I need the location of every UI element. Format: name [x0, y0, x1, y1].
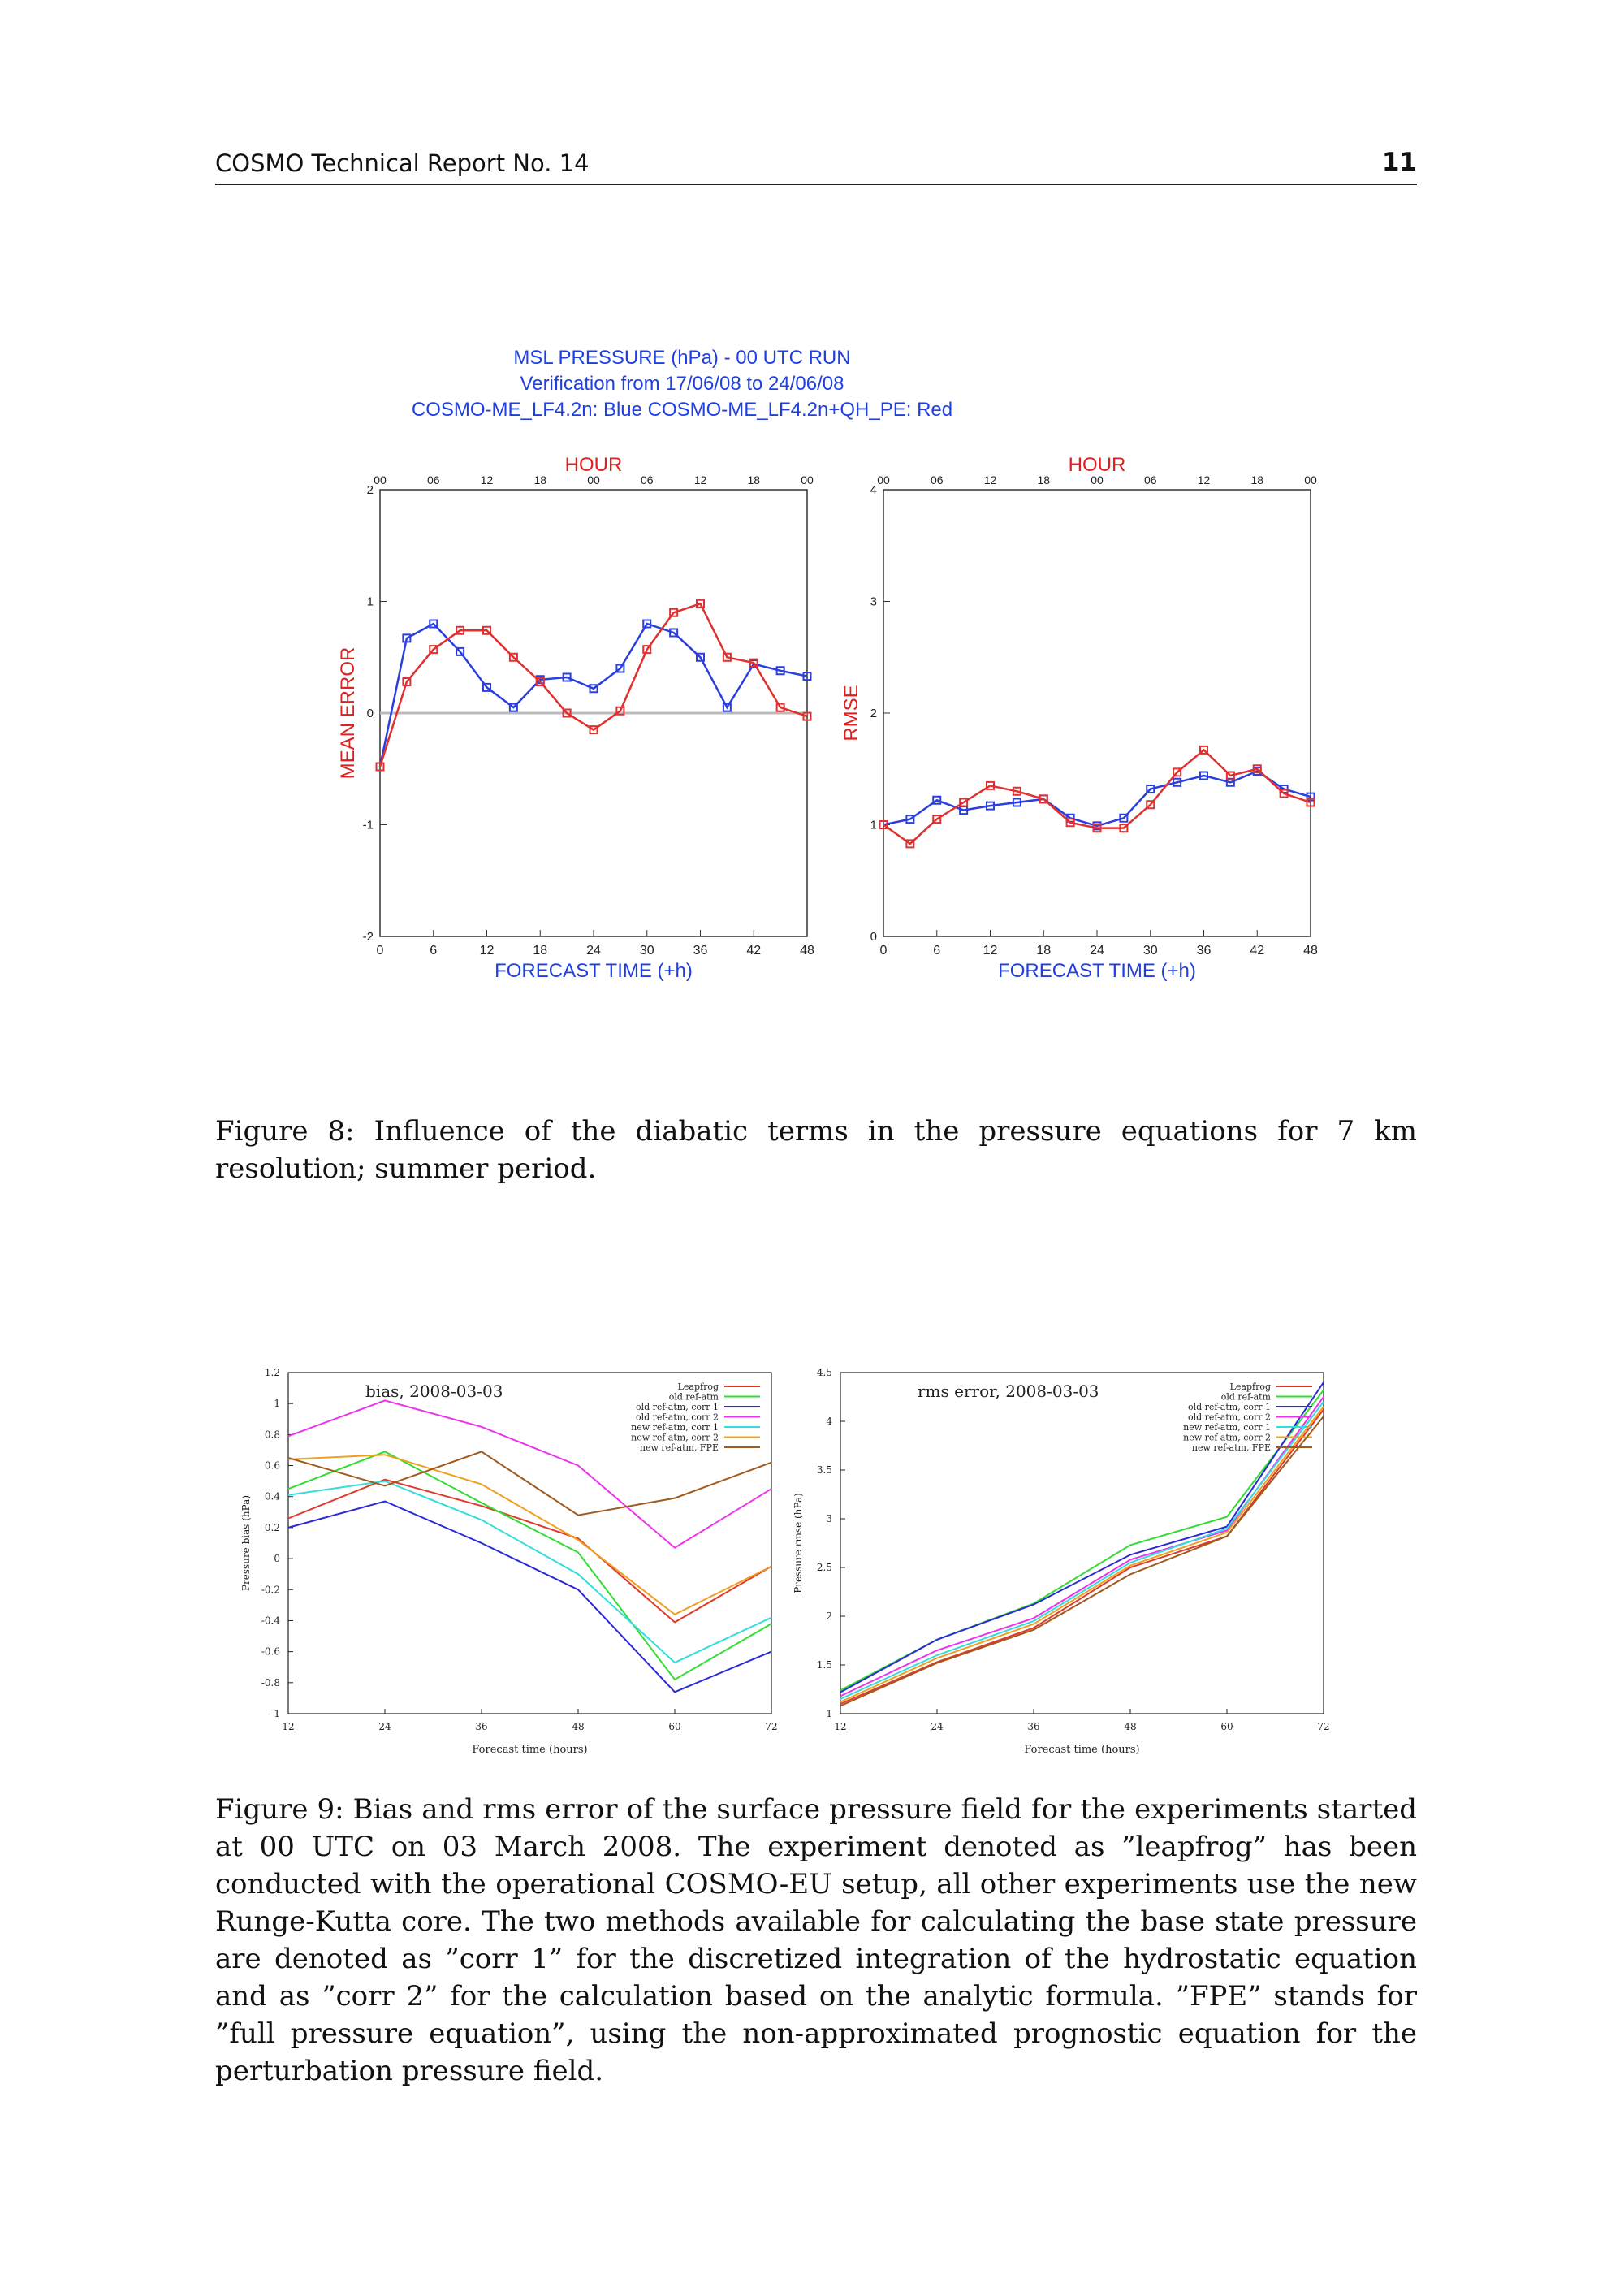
- rmse-series-blue-line: [883, 772, 1311, 826]
- rmse-y-tick-label: 3: [870, 595, 877, 609]
- mean-error-y-tick-label: -2: [362, 930, 374, 944]
- rmse-legend-label: old ref-atm: [1220, 1391, 1271, 1403]
- bias-legend-label: Leapfrog: [677, 1381, 719, 1392]
- mean-error-x-tick-label: 6: [430, 944, 438, 958]
- rmse-x-axis-label: Forecast time (hours): [1024, 1744, 1140, 1756]
- bias-series-line: [288, 1502, 771, 1693]
- bias-chart-title: bias, 2008-03-03: [365, 1381, 503, 1401]
- page-number: 11: [1381, 148, 1417, 177]
- rmse-hour-tick: 00: [877, 473, 890, 486]
- bias-y-tick-label: 0.6: [264, 1459, 280, 1472]
- rmse-x-tick-label: 0: [879, 944, 888, 958]
- page-header: [215, 143, 1417, 185]
- rmse-legend-label: new ref-atm, corr 1: [1183, 1422, 1271, 1433]
- mean-error-y-tick-label: 1: [366, 595, 374, 609]
- rmse-hour-tick: 06: [1143, 473, 1157, 486]
- bias-x-tick-label: 48: [572, 1721, 585, 1732]
- mean-error-y-tick-label: -1: [362, 818, 374, 832]
- figure-8-title-line: MSL PRESSURE (hPa) - 00 UTC RUN: [513, 347, 851, 369]
- rmse-y-tick-label: 4: [870, 483, 877, 497]
- rmse-x-tick-label: 36: [1196, 944, 1212, 958]
- mean-error-x-axis-label: FORECAST TIME (+h): [495, 960, 693, 982]
- rmse-x-tick-label: 12: [983, 944, 998, 958]
- rmse-y-tick-label: 2: [870, 707, 877, 720]
- rmse-hour-tick: 00: [1091, 473, 1104, 486]
- mean-error-x-tick-label: 0: [376, 944, 384, 958]
- bias-x-tick-label: 12: [282, 1721, 295, 1732]
- mean-error-x-tick-label: 24: [586, 944, 601, 958]
- mean-error-x-tick-label: 48: [800, 944, 814, 958]
- figure-8-chart: [325, 341, 1332, 991]
- bias-legend-label: old ref-atm: [668, 1391, 719, 1403]
- rmse-hour-tick: 12: [983, 473, 997, 486]
- rmse-y-tick-label: 2: [826, 1611, 832, 1622]
- mean-error-hour-tick: 18: [533, 473, 547, 486]
- rmse-y-tick-label: 0: [870, 930, 877, 944]
- rmse-legend-label: Leapfrog: [1229, 1381, 1271, 1392]
- bias-series-line: [288, 1480, 771, 1623]
- rmse-series-line: [840, 1410, 1324, 1704]
- mean-error-hour-tick: 00: [374, 473, 387, 486]
- mean-error-hour-tick: 00: [587, 473, 600, 486]
- rmse-x-tick-label: 60: [1220, 1721, 1233, 1732]
- rmse-hour-tick: 00: [1304, 473, 1317, 486]
- rmse-x-tick-label: 24: [1090, 944, 1104, 958]
- rmse-hour-tick: 18: [1250, 473, 1264, 486]
- mean-error-series-blue-line: [380, 624, 807, 767]
- rmse-x-tick-label: 48: [1303, 944, 1318, 958]
- bias-y-tick-label: 1: [274, 1398, 280, 1410]
- rmse-legend-label: new ref-atm, FPE: [1191, 1442, 1271, 1453]
- rmse-y-tick-label: 3.5: [816, 1464, 832, 1476]
- rmse-chart-title: rms error, 2008-03-03: [918, 1381, 1099, 1401]
- figure-8-title-line: COSMO-ME_LF4.2n: Blue COSMO-ME_LF4.2n+QH_PE: Red: [411, 399, 953, 421]
- bias-legend-label: new ref-atm, corr 2: [631, 1432, 719, 1443]
- rmse-hour-tick: 12: [1197, 473, 1211, 486]
- rmse-y-tick-label: 1: [870, 818, 877, 832]
- figure-9-chart: [219, 1360, 1348, 1771]
- bias-y-tick-label: 0.4: [264, 1490, 280, 1503]
- mean-error-y-tick-label: 2: [366, 483, 374, 497]
- report-title: COSMO Technical Report No. 14: [215, 149, 590, 177]
- rmse-x-tick-label: 30: [1142, 944, 1158, 958]
- figure-8: [325, 341, 1332, 991]
- rmse-y-tick-label: 4.5: [816, 1367, 832, 1378]
- bias-y-tick-label: 0.8: [264, 1429, 280, 1441]
- bias-y-tick-label: 0.2: [264, 1521, 280, 1533]
- mean-error-y-axis-label: MEAN ERROR: [337, 646, 359, 780]
- rmse-x-axis-label: FORECAST TIME (+h): [998, 960, 1196, 982]
- figure-8-caption: Figure 8: Influence of the diabatic terms in the pressure equations for 7 km resolution; summer period.: [215, 1115, 1417, 1185]
- rmse-plot-frame: [883, 490, 1311, 936]
- rmse-x-tick-label: 36: [1027, 1721, 1040, 1732]
- rmse-legend-label: old ref-atm, corr 1: [1187, 1402, 1271, 1412]
- rmse-legend-label: old ref-atm, corr 2: [1187, 1412, 1271, 1423]
- bias-legend-label: new ref-atm, FPE: [639, 1442, 719, 1453]
- rmse-x-tick-label: 24: [931, 1721, 944, 1732]
- rmse-x-tick-label: 12: [834, 1721, 847, 1732]
- rmse-x-tick-label: 72: [1317, 1721, 1330, 1732]
- bias-y-tick-label: 1.2: [264, 1367, 280, 1378]
- rmse-y-tick-label: 3: [826, 1513, 832, 1524]
- mean-error-hour-tick: 00: [801, 473, 814, 486]
- rmse-hour-tick: 06: [930, 473, 944, 486]
- mean-error-x-tick-label: 12: [479, 944, 495, 958]
- bias-y-tick-label: -1: [270, 1708, 280, 1719]
- rmse-x-tick-label: 18: [1036, 944, 1052, 958]
- bias-x-axis-label: Forecast time (hours): [472, 1744, 588, 1756]
- mean-error-x-tick-label: 18: [533, 944, 548, 958]
- rmse-x-tick-label: 48: [1124, 1721, 1137, 1732]
- bias-y-tick-label: -0.2: [261, 1584, 280, 1596]
- figure-8-title-line: Verification from 17/06/08 to 24/06/08: [520, 373, 844, 395]
- rmse-hour-tick: 18: [1037, 473, 1051, 486]
- rmse-y-axis-label: Pressure rmse (hPa): [793, 1493, 804, 1593]
- mean-error-y-tick-label: 0: [366, 707, 374, 720]
- rmse-legend-label: new ref-atm, corr 2: [1183, 1432, 1271, 1443]
- mean-error-hour-tick: 12: [693, 473, 707, 486]
- rmse-y-tick-label: 1: [826, 1708, 832, 1719]
- mean-error-hour-tick: 06: [640, 473, 654, 486]
- bias-x-tick-label: 72: [765, 1721, 778, 1732]
- bias-legend-label: old ref-atm, corr 1: [635, 1402, 719, 1412]
- rmse-y-tick-label: 2.5: [816, 1562, 832, 1573]
- mean-error-x-tick-label: 36: [693, 944, 708, 958]
- mean-error-hour-tick: 18: [747, 473, 761, 486]
- rmse-y-axis-label: RMSE: [840, 685, 862, 742]
- rmse-x-tick-label: 42: [1250, 944, 1265, 958]
- bias-x-tick-label: 24: [378, 1721, 391, 1732]
- bias-y-tick-label: -0.8: [261, 1676, 280, 1688]
- mean-error-hour-tick: 12: [480, 473, 494, 486]
- figure-9: [219, 1360, 1348, 1771]
- mean-error-x-tick-label: 42: [746, 944, 762, 958]
- mean-error-hour-tick: 06: [426, 473, 440, 486]
- rmse-y-tick-label: 4: [826, 1416, 832, 1427]
- rmse-y-tick-label: 1.5: [816, 1659, 832, 1671]
- bias-x-tick-label: 60: [668, 1721, 681, 1732]
- bias-y-tick-label: 0: [274, 1553, 280, 1565]
- bias-y-tick-label: -0.4: [261, 1615, 280, 1627]
- bias-y-tick-label: -0.6: [261, 1645, 280, 1658]
- mean-error-x-tick-label: 30: [639, 944, 654, 958]
- rmse-hour-label: HOUR: [1068, 454, 1126, 476]
- bias-legend-label: old ref-atm, corr 2: [635, 1412, 719, 1423]
- mean-error-hour-label: HOUR: [564, 454, 623, 476]
- rmse-x-tick-label: 6: [933, 944, 941, 958]
- bias-y-axis-label: Pressure bias (hPa): [240, 1494, 252, 1592]
- bias-legend-label: new ref-atm, corr 1: [631, 1422, 719, 1433]
- figure-9-caption: Figure 9: Bias and rms error of the surface pressure field for the experiments started at 00 UTC on 03 March 2008. The experiment denoted as ”leapfrog” has been conducted with the operational COSMO-EU setup, all other experiments use the new Runge-Kutta core. The two methods available for calculating the base state pressure are denoted as ”corr 1” for the discretized integration of the hydrostatic equation and as ”corr 2” for the calculation based on the analytic formula. ”FPE” stands for ”full pressure equation”, using the non-approximated prognostic equation for the perturbation pressure field.: [215, 1793, 1417, 2087]
- bias-x-tick-label: 36: [475, 1721, 488, 1732]
